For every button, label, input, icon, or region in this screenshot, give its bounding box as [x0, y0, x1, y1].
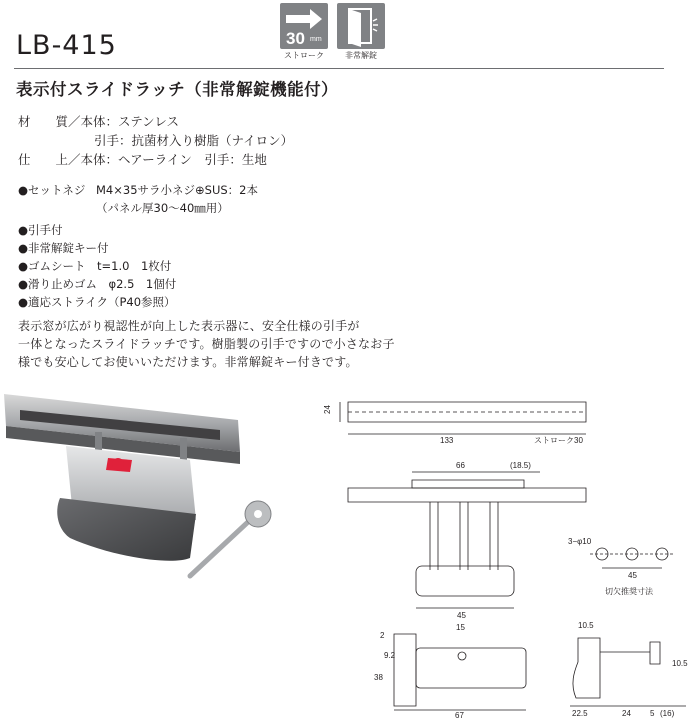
description-line: 表示窓が広がり視認性が向上した表示器に、安全仕様の引手が — [18, 319, 360, 333]
technical-drawing — [300, 380, 690, 720]
emergency-badge — [337, 3, 387, 61]
material-line2: 引手：抗菌材入り樹脂（ナイロン） — [94, 133, 294, 148]
finish-line: ／本体：ヘアーライン 引手：生地 — [68, 152, 267, 167]
side-view — [570, 621, 688, 718]
emergency-caption: 非常解錠 — [345, 51, 377, 60]
screw-value: M4×35サラ小ネジ⊕SUS：2本 — [96, 183, 258, 197]
description-line: 様でも安心してお使いいただけます。非常解錠キー付きです。 — [18, 355, 358, 369]
side-d2-label: 24 — [622, 709, 631, 718]
emergency-icon-box — [337, 3, 385, 49]
bottom-top-label: 15 — [456, 623, 465, 632]
screw-label: ●セットネジ — [18, 183, 86, 197]
list-item: ●ゴムシート t=1.0 1枚付 — [18, 259, 172, 273]
bottom-view — [374, 623, 526, 720]
hole-caption: 切欠推奨寸法 — [605, 587, 653, 596]
stroke-caption: ストローク — [284, 51, 324, 60]
list-item: ●引手付 — [18, 223, 63, 237]
list-item: ●滑り止めゴム φ2.5 1個付 — [18, 277, 177, 291]
bottom-h1-label: 9.2 — [384, 651, 396, 660]
screw-note: （パネル厚30〜40㎜用） — [96, 201, 229, 215]
stroke-badge — [280, 3, 330, 61]
door-icon — [337, 3, 385, 49]
side-right-label: 10.5 — [672, 659, 688, 668]
front-base-label: 45 — [457, 611, 466, 620]
hole-pattern — [568, 537, 674, 596]
description-line: 一体となったスライドラッチです。樹脂製の引手ですので小さなお子 — [18, 337, 395, 351]
product-photo — [0, 380, 300, 600]
side-d4-label: (16) — [660, 709, 675, 718]
material-line1: ／本体：ステンレス — [68, 114, 179, 129]
stroke-value: 30 — [286, 29, 305, 48]
product-description — [18, 317, 395, 371]
product-title: 表示付スライドラッチ（非常解錠機能付） — [16, 80, 339, 99]
material-label: 材 質 — [18, 114, 69, 129]
top-length-label: 133 — [440, 436, 454, 445]
bottom-width-label: 67 — [455, 711, 464, 720]
side-d1-label: 22.5 — [572, 709, 588, 718]
stroke-unit: mm — [310, 36, 322, 43]
header-divider — [14, 68, 664, 69]
hole-label: 3−φ10 — [568, 537, 592, 546]
bottom-h2-label: 38 — [374, 673, 383, 682]
side-d3-label: 5 — [650, 709, 655, 718]
top-view — [323, 402, 586, 445]
spec-block — [18, 112, 293, 169]
list-item: ●非常解錠キー付 — [18, 241, 109, 255]
list-item: ●適応ストライク（P40参照） — [18, 295, 176, 309]
top-stroke-label: ストローク30 — [534, 436, 583, 445]
front-view — [348, 461, 586, 620]
side-top-label: 10.5 — [578, 621, 594, 630]
product-model: LB-415 — [16, 30, 117, 61]
feature-list — [18, 181, 258, 311]
finish-label: 仕 上 — [18, 152, 69, 167]
top-height-label: 24 — [323, 405, 332, 414]
bottom-gap-label: 2 — [380, 631, 385, 640]
front-width-label: 66 — [456, 461, 465, 470]
front-extra-label: (18.5) — [510, 461, 531, 470]
stroke-icon-box — [280, 3, 328, 49]
hole-pitch-label: 45 — [628, 571, 637, 580]
